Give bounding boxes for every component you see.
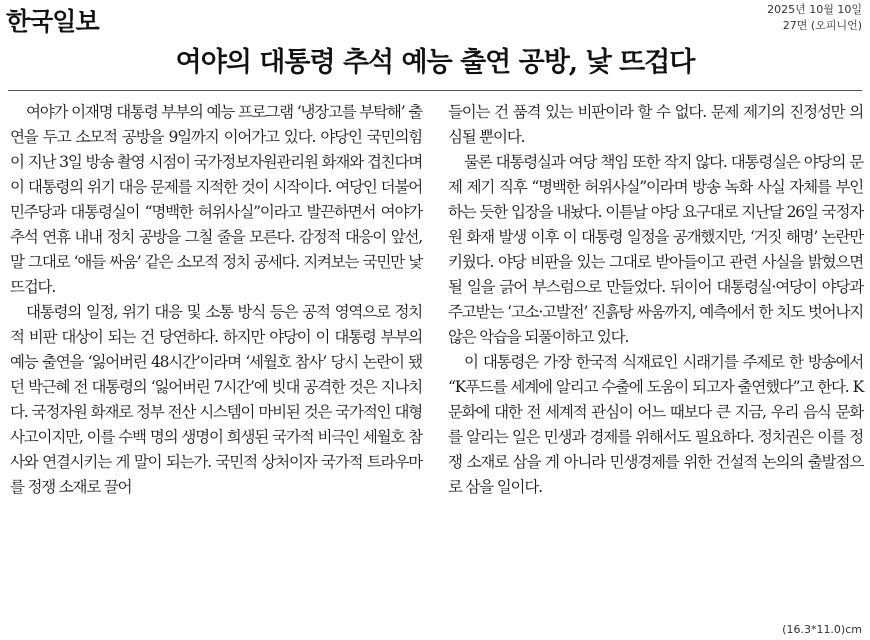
paragraph: 여야가 이재명 대통령 부부의 예능 프로그램 ‘냉장고를 부탁해’ 출연을 두고 소모적 공방을 9일까지 이어가고 있다. 야당인 국민의힘이 지난 3일 방송 촬영 시점이 국가정보자원관리원 화재와 겹친다며 이 대통령의 위기 대응 문제를 지적한 것이 시작이다. 여당인 더불어민주당과 대통령실이 “명백한 허위사실”이라고 발끈하면서 여야가 추석 연휴 내내 정치 공방을 그칠 줄을 모른다. 감정적 대응이 앞선, 말 그대로 ‘애들 싸움’ 같은 소모적 정치 공세다. 지켜보는 국민만 낯 뜨겁다. — [10, 103, 422, 296]
page-section: 27면 (오피니언) — [782, 19, 862, 32]
right-column — [448, 100, 863, 500]
publication-date: 2025년 10월 10일 — [767, 3, 862, 16]
paragraph: 이 대통령은 가장 한국적 식재료인 시래기를 주제로 한 방송에서 “K푸드를 세계에 알리고 수출에 도움이 되고자 출연했다”고 한다. K문화에 대한 전 세계적 관심이 어느 때보다 큰 지금, 우리 음식 문화를 알리는 일은 민생과 경제를 위해서도 필요하다. 정치권은 이를 정쟁 소재로 삼을 게 아니라 민생경제를 위한 건설적 논의의 출발점으로 삼을 일이다. — [448, 353, 863, 496]
article-size-note: (16.3*11.0)cm — [782, 623, 862, 636]
paragraph-continuation: 들이는 건 품격 있는 비판이라 할 수 없다. 문제 제기의 진정성만 의심될 뿐이다. — [448, 103, 863, 146]
newspaper-masthead: 한국일보 — [6, 7, 99, 36]
headline-divider — [8, 90, 862, 91]
paragraph: 물론 대통령실과 여당 책임 또한 작지 않다. 대통령실은 야당의 문제 제기 직후 “명백한 허위사실”이라며 방송 녹화 사실 자체를 부인하는 듯한 입장을 내놨다. 이튿날 야당 요구대로 지난달 26일 국정자원 화재 발생 이후 이 대통령 일정을 공개했지만, ‘거짓 해명’ 논란만 키웠다. 야당 비판을 있는 그대로 받아들이고 관련 사실을 밝혔으면 될 일을 긁어 부스럼으로 만들었다. 뒤이어 대통령실·여당이 야당과 주고받는 ‘고소·고발전’ 진흙탕 싸움까지, 예측에서 한 치도 벗어나지 않은 악습을 되풀이하고 있다. — [448, 153, 863, 346]
left-column — [10, 100, 422, 500]
paragraph: 대통령의 일정, 위기 대응 및 소통 방식 등은 공적 영역으로 정치적 비판 대상이 되는 건 당연하다. 하지만 야당이 이 대통령 부부의 예능 출연을 ‘잃어버린 48시간’이라며 ‘세월호 참사’ 당시 논란이 됐던 박근혜 전 대통령의 ‘잃어버린 7시간’에 빗대 공격한 것은 지나치다. 국정자원 화재로 정부 전산 시스템이 마비된 것은 국가적인 대형 사고이지만, 이를 수백 명의 생명이 희생된 국가적 비극인 세월호 참사와 연결시키는 게 말이 되는가. 국민적 상처이자 국가적 트라우마를 정쟁 소재로 끌어 — [10, 303, 422, 496]
editorial-headline: 여야의 대통령 추석 예능 출연 공방, 낯 뜨겁다 — [175, 47, 695, 78]
publication-meta — [767, 2, 862, 34]
